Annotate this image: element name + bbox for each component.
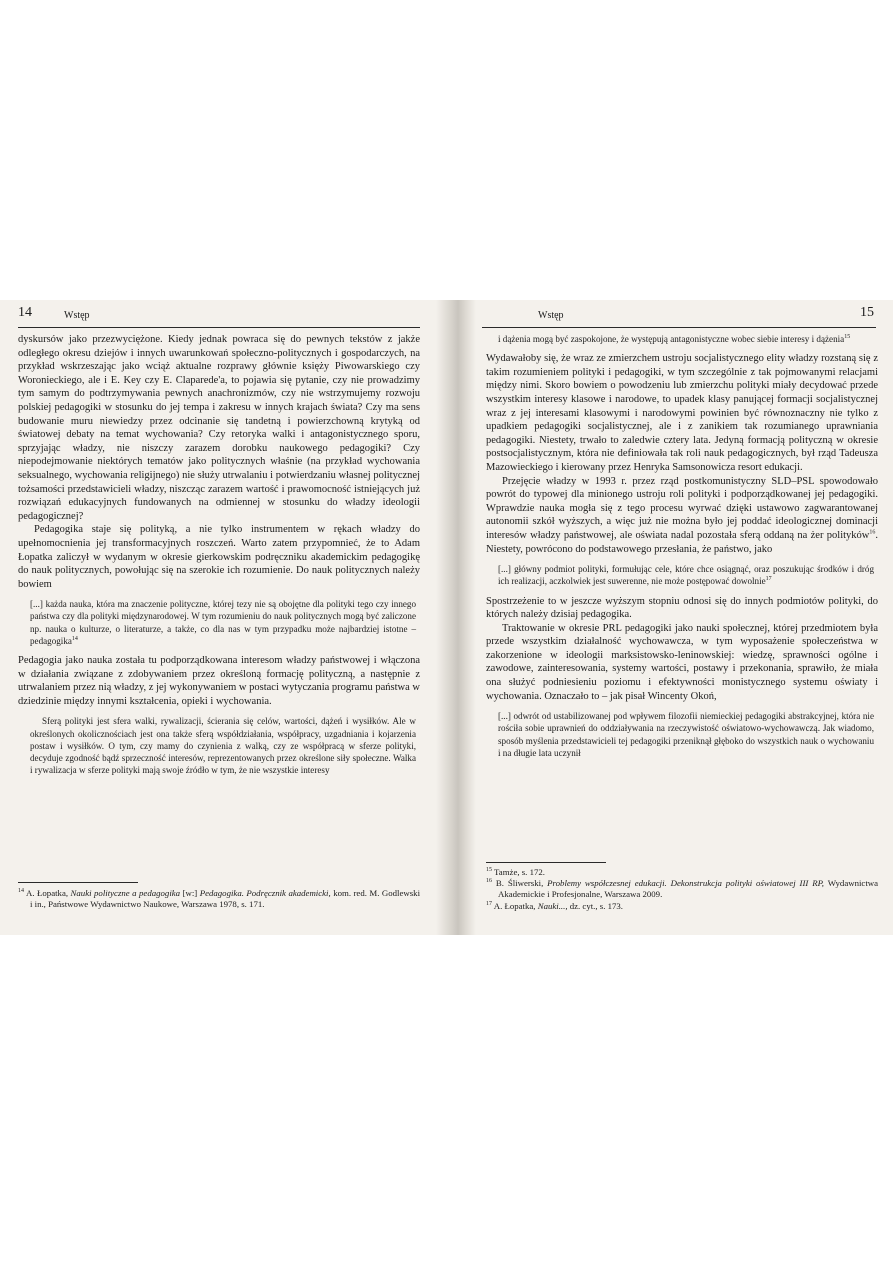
left-page bbox=[0, 300, 440, 935]
quote-text: [...] odwrót od ustabilizowanej pod wpływem filozofii niemieckiej pedagogiki abstrakcyjnej, która nie rościła sobie uprawnień do oddziaływania na rzeczywistość oświatowo-wychowawczą. Jak wiadomo, sposób myślenia przedstawicieli tej pedagogiki przeniknął głęboko do wszystkich nauk o wychowaniu i na długie lata uczynił bbox=[498, 711, 874, 758]
footnote-ref: 16 bbox=[869, 529, 876, 536]
footnote-ref: 15 bbox=[844, 333, 851, 340]
paragraph: Pedagogika staje się polityką, a nie tylko instrumentem w rękach władzy do upełnomocnienia jej transformacyjnych roszczeń. Warto zatem przypomnieć, że to Adam Łopatka zaliczył w wydanym w okresie gierkowskim podręczniku akademickim pedagogikę do nauk politycznych, powołując się na szerokie ich rozumienie. Do nauk politycznych należy bowiem bbox=[18, 524, 420, 590]
footnote: $^{16}$ B. Śliwerski, Problemy współczesnej edukacji. Dekonstrukcja polityki oświatowej III RP, Wydawnictwa Akademickie i Profesjonalne, Warszawa 2009. bbox=[486, 878, 879, 900]
quote-text: [...] główny podmiot polityki, formułując cele, które chce osiągnąć, oraz poszukując środków i dróg ich realizacji, aczkolwiek jest suwerenne, nie może postępować dowolnie bbox=[498, 564, 874, 587]
book-gutter bbox=[436, 300, 476, 935]
block-quote bbox=[498, 710, 874, 759]
footnote: $^{14}$ A. Łopatka, Nauki polityczne a pedagogika [w:] Pedagogika. Podręcznik akademicki, kom. red. M. Godlewski i in., Państwowe Wydawnictwo Naukowe, Warszawa 1978, s. 171. bbox=[18, 888, 421, 910]
footnote-rule bbox=[486, 862, 606, 863]
paragraph: Przejęcie władzy w 1993 r. przez rząd postkomunistyczny SLD–PSL spowodowało powrót do typowej dla minionego ustroju roli polityki i podporządkowanej jej pedagogiki. Wprawdzie nauka mogła się z tego procesu wyrwać dzięki ustawowo zagwarantowanej autonomii szkół wyższych, a więc już nie można było jej poddać ideologicznej dominacji interesów władzy państwowej, ale oświata nadal pozostała sferą oddaną na żer polityków$^{16}$. Niestety, powrócono do podstawowego przesłania, że państwo, jako bbox=[486, 475, 878, 555]
block-quote bbox=[498, 333, 874, 345]
footnote-rule bbox=[18, 882, 138, 883]
paragraph: Pedagogia jako nauka została tu podporządkowana interesom władzy państwowej i włączona w działania związane z zdobywaniem przez określoną formację polityczną, a następnie z utrwalaniem przez nią władzy, z jej wykonywaniem w postaci wytyczania programu państwa w dziedzinie między innymi kształcenia, opieki i wychowania. bbox=[18, 655, 420, 707]
footnotes bbox=[486, 867, 878, 912]
paragraph: Traktowanie w okresie PRL pedagogiki jako nauki społecznej, której przedmiotem była przede wszystkim działalność wychowawcza, w tym wyposażenie społeczeństwa w zakorzenione w ideologii marksistowsko-leninowskiej: wiedzę, sprawności ogólne i zawodowe, zainteresowania, systemy wartości, postawy i przekonania, sprawiło, że miała ona służyć podniesieniu poziomu i efektywności monistycznego systemu oświaty i wychowania. Oznaczało to – jak pisał Wincenty Okoń, bbox=[486, 622, 878, 702]
page-number: 15 bbox=[860, 305, 874, 320]
header-rule bbox=[482, 327, 876, 328]
paragraph: Spostrzeżenie to w jeszcze wyższym stopniu odnosi się do innych podmiotów polityki, do których należy dzisiaj pedagogika. bbox=[486, 595, 878, 621]
right-body-text bbox=[486, 333, 878, 766]
header-rule bbox=[18, 327, 420, 328]
block-quote bbox=[498, 563, 874, 587]
footnote-number: 14 bbox=[18, 888, 24, 895]
quote-text: Sferą polityki jest sfera walki, rywalizacji, ścierania się celów, wartości, dążeń i wysiłków. Ale w określonych okolicznościach jest ona także sferą współdziałania, współpracy, uzgadniania i kojarzenia postaw i wysiłków. O tym, czy mamy do czynienia z walką, czy ze współpracą w sferze polityki, decyduje zgodność bądź sprzeczność interesów, reprezentowanych przez określone siły społeczne. Walka i rywalizacja w sferze polityki mają swoje źródło w tym, że nie wszystkie interesy bbox=[30, 716, 416, 776]
running-head: Wstęp bbox=[64, 310, 90, 321]
page-number: 14 bbox=[18, 305, 32, 320]
paragraph: dyskursów jako przezwyciężone. Kiedy jednak powraca się do pewnych tekstów z jakże odległego okresu dziejów i innych uwarunkowań społeczno-politycznych i gospodarczych, na przykład wskrzeszając jako wciąż aktualne rozprawy głównie księży Piwowarskiego czy Woronieckiego, ale i E. Key czy E. Claparede'a, to pojawia się pytanie, czy nie prowadzimy tym samym do podtrzymywania pewnych anachronizmów, czy nie wstrzymujemy rozwoju polskiej pedagogiki w stosunku do jej tempa i zakresu w innych krajach świata? Czy ma sens budowanie muru niewiedzy przez odcinanie się tandetną i powierzchowną krytyką od światowej debaty na temat wychowania? Czy retoryka walki i antagonistycznego sporu, sprzyjając władzy, nie niszczy zarazem dorobku naukowego pedagogiki? Czy niepodejmowanie niektórych tematów jako politycznych właśnie (na przykład wychowania seksualnego, wychowania religijnego) nie służy utrwalaniu i potwierdzaniu własnej politycznej tożsamości przedstawicieli władzy, niszcząc zarazem wartość i prawomocność istniejących już rozwiązań edukacyjnych fundowanych na odmiennej w stosunku do władzy ideologii pedagogicznej? bbox=[18, 334, 420, 522]
paragraph: Wydawałoby się, że wraz ze zmierzchem ustroju socjalistycznego elity władzy rozstaną się z takim rozumieniem polityki i pedagogiki, w tym szczególnie z tak pojmowanymi relacjami między nimi. Skoro bowiem o powodzeniu lub zmierzchu polityki miały decydować przede wszystkim interesy klasowe i narodowe, to upadek klasy panującej formacji socjalistycznej wraz z jej interesami klasowymi i narodowymi powinien być równoznaczny nie tylko z upadkiem pedagogiki socjalistycznej, ale i z zanikiem tak rozumianego uprawniania pedagogiki. Niestety, trwało to zaledwie cztery lata. Jedyną formacją polityczną w okresie postsocjalistycznym, która nie definiowała tak roli nauk pedagogicznych, był rząd Tadeusza Mazowieckiego i kierowany przez Henryka Samsonowicza resort edukacji. bbox=[486, 353, 878, 473]
block-quote bbox=[30, 598, 416, 647]
footnotes bbox=[18, 888, 420, 910]
running-head: Wstęp bbox=[538, 310, 564, 321]
left-body-text bbox=[18, 333, 420, 783]
footnote: $^{17}$ A. Łopatka, Nauki..., dz. cyt., s. 173. bbox=[486, 900, 623, 911]
quote-text: i dążenia mogą być zaspokojone, że występują antagonistyczne wobec siebie interesy i dążenia bbox=[498, 334, 845, 344]
quote-text: [...] każda nauka, która ma znaczenie polityczne, której tezy nie są obojętne dla polityki tego czy innego państwa czy dla polityki międzynarodowej. W tym rozumieniu do nauk politycznych mogą być zaliczone np. nauka o kulturze, o literaturze, a także, co dla nas w tym przypadku może najbardziej istotne – pedagogika bbox=[30, 599, 416, 646]
footnote-ref: 17 bbox=[765, 576, 772, 583]
block-quote bbox=[30, 715, 416, 776]
right-page bbox=[472, 300, 893, 935]
footnote-ref: 14 bbox=[71, 635, 78, 642]
footnote: $^{15}$ Tamże, s. 172. bbox=[486, 867, 545, 877]
